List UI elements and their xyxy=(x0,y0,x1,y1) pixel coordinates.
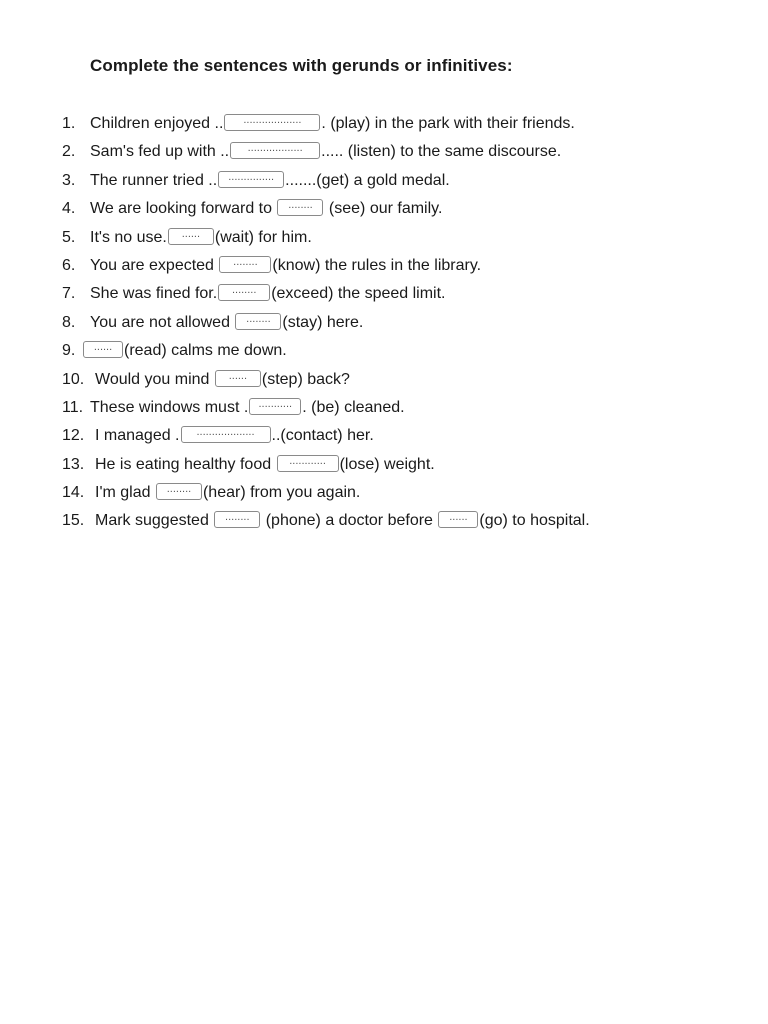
worksheet-title: Complete the sentences with gerunds or infinitives: xyxy=(90,56,513,75)
answer-blank-5[interactable]: ...... xyxy=(168,228,214,245)
item-number: 12. xyxy=(62,427,85,445)
answer-blank-6[interactable]: ........ xyxy=(219,256,271,273)
sentence-4 xyxy=(62,198,590,226)
sentence-6 xyxy=(62,255,590,283)
sentence-text-mid: (phone) a doctor before xyxy=(261,512,438,530)
sentence-text-after: .......(get) a gold medal. xyxy=(285,171,450,189)
item-number: 10. xyxy=(62,370,85,388)
sentence-12 xyxy=(62,425,590,453)
item-number: 8. xyxy=(62,313,76,331)
sentence-text-before: You are expected xyxy=(90,256,219,274)
sentence-text-after: (lose) weight. xyxy=(339,455,435,473)
sentence-text-after: ..(contact) her. xyxy=(271,427,374,445)
sentence-text-before: Children enjoyed .. xyxy=(90,115,224,132)
item-number: 5. xyxy=(62,228,76,246)
item-number: 9. xyxy=(62,342,76,360)
sentence-text-before: Would you mind xyxy=(95,370,214,388)
answer-blank-13[interactable]: ............ xyxy=(277,455,339,472)
sentence-text-after: (wait) for him. xyxy=(214,228,312,246)
sentence-text-after: (read) calms me down. xyxy=(124,342,287,360)
item-number: 13. xyxy=(62,455,85,473)
sentence-text-after: (see) our family. xyxy=(324,200,443,218)
sentence-text-after: (exceed) the speed limit. xyxy=(271,285,446,303)
answer-blank-10[interactable]: ...... xyxy=(215,370,261,387)
sentence-text-before: It's no use. xyxy=(90,228,167,246)
answer-blank-11[interactable]: ........... xyxy=(249,398,301,415)
sentence-text-before: Mark suggested xyxy=(95,512,214,530)
answer-blank-15a[interactable]: ........ xyxy=(214,511,260,528)
item-number: 3. xyxy=(62,171,76,189)
sentence-text-before: These windows must . xyxy=(90,398,249,416)
item-number: 7. xyxy=(62,285,76,303)
sentence-text-before: She was fined for. xyxy=(90,285,218,303)
sentence-text-before: You are not allowed xyxy=(90,313,235,331)
item-number: 15. xyxy=(62,512,85,530)
sentence-2 xyxy=(62,141,590,169)
sentence-7 xyxy=(62,283,590,311)
answer-blank-12[interactable]: ................... xyxy=(181,426,271,443)
sentence-1 xyxy=(62,113,590,141)
item-number: 4. xyxy=(62,200,76,218)
answer-blank-7[interactable]: ........ xyxy=(218,284,270,301)
sentence-text-after: (stay) here. xyxy=(282,313,364,331)
sentence-text-before: I managed . xyxy=(95,427,180,445)
sentence-11 xyxy=(62,397,590,425)
sentence-list xyxy=(62,113,590,539)
sentence-13 xyxy=(62,454,590,482)
sentence-9 xyxy=(62,340,590,368)
sentence-3 xyxy=(62,170,590,198)
item-number: 1. xyxy=(62,115,76,132)
sentence-15 xyxy=(62,510,590,538)
sentence-text-before: We are looking forward to xyxy=(90,200,277,218)
sentence-text-after: . (be) cleaned. xyxy=(302,398,405,416)
sentence-text-after: (go) to hospital. xyxy=(479,512,590,530)
sentence-text-before: Sam's fed up with .. xyxy=(90,143,230,161)
item-number: 14. xyxy=(62,484,85,502)
sentence-text-after: (know) the rules in the library. xyxy=(272,256,482,274)
sentence-10 xyxy=(62,369,590,397)
sentence-text-after: (hear) from you again. xyxy=(202,484,361,502)
sentence-text-before: I'm glad xyxy=(95,484,155,502)
sentence-14 xyxy=(62,482,590,510)
item-number: 2. xyxy=(62,143,76,161)
sentence-text-after: ..... (listen) to the same discourse. xyxy=(321,143,562,161)
item-number: 6. xyxy=(62,256,76,274)
item-number: 11. xyxy=(62,398,84,416)
sentence-8 xyxy=(62,312,590,340)
answer-blank-8[interactable]: ........ xyxy=(235,313,281,330)
answer-blank-14[interactable]: ........ xyxy=(156,483,202,500)
answer-blank-3[interactable]: ............... xyxy=(218,171,284,188)
sentence-text-after: (step) back? xyxy=(261,370,350,388)
answer-blank-1[interactable]: ................... xyxy=(224,114,320,131)
answer-blank-9[interactable]: ...... xyxy=(83,341,123,358)
sentence-text-before: The runner tried .. xyxy=(90,171,218,189)
answer-blank-2[interactable]: .................. xyxy=(230,142,320,159)
sentence-5 xyxy=(62,227,590,255)
answer-blank-4[interactable]: ........ xyxy=(277,199,323,216)
sentence-text-before: He is eating healthy food xyxy=(95,455,276,473)
answer-blank-15b[interactable]: ...... xyxy=(438,511,478,528)
sentence-text-after: . (play) in the park with their friends. xyxy=(321,115,575,132)
